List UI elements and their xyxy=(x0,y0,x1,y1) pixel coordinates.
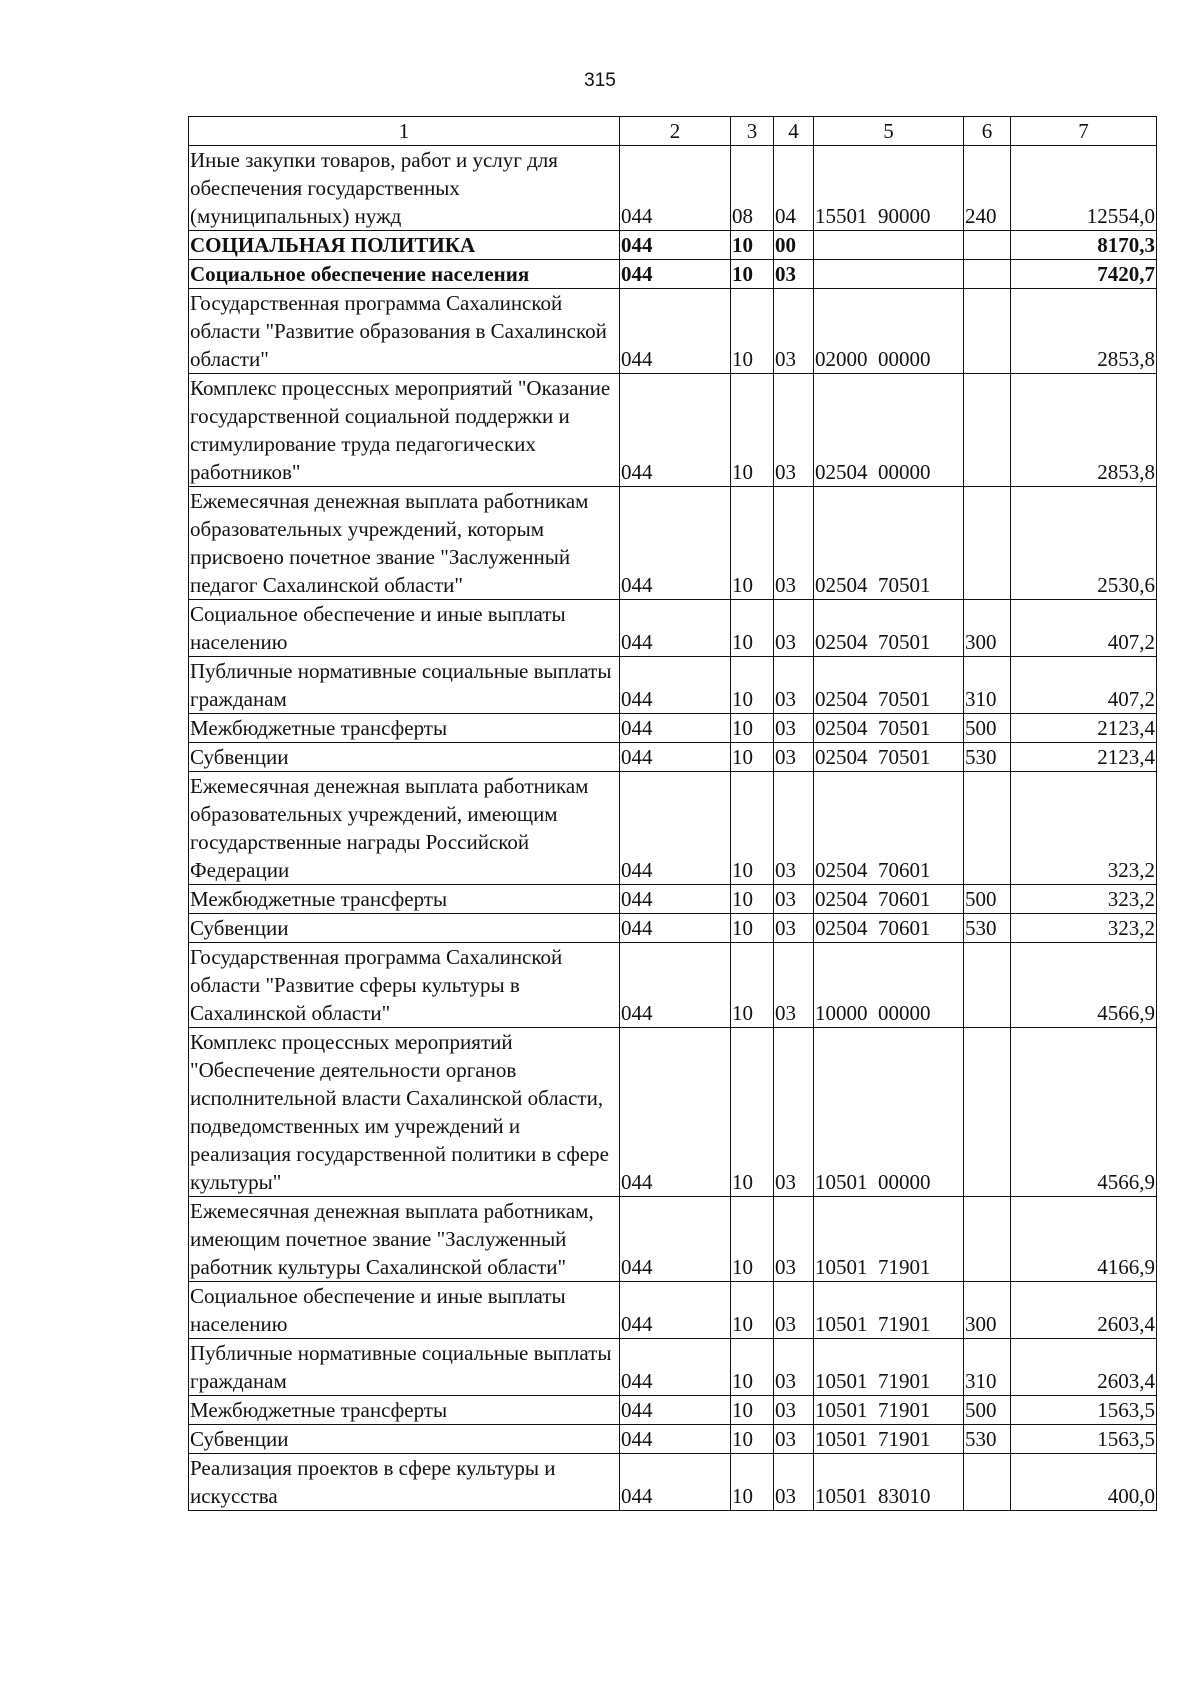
row-expense-type: 310 xyxy=(964,1339,1011,1396)
row-name: Публичные нормативные социальные выплаты гражданам xyxy=(189,1339,620,1396)
row-expense-type xyxy=(964,1454,1011,1511)
row-name: Реализация проектов в сфере культуры и искусства xyxy=(189,1454,620,1511)
table-row xyxy=(189,743,1157,772)
row-amount: 2530,6 xyxy=(1011,487,1157,600)
row-expense-type: 240 xyxy=(964,146,1011,231)
row-name: Ежемесячная денежная выплата работникам образовательных учреждений, имеющим государственные награды Российской Федерации xyxy=(189,772,620,885)
row-section: 10 xyxy=(731,1339,774,1396)
table-row xyxy=(189,714,1157,743)
table-row xyxy=(189,1396,1157,1425)
row-target-article: 10501 71901 xyxy=(814,1197,964,1282)
row-subsection: 03 xyxy=(774,374,814,487)
header-cell: 7 xyxy=(1011,117,1157,146)
row-target-article: 02504 70501 xyxy=(814,600,964,657)
row-section: 10 xyxy=(731,743,774,772)
row-gr-code: 044 xyxy=(620,1028,731,1197)
row-amount: 407,2 xyxy=(1011,600,1157,657)
row-target-article: 02000 00000 xyxy=(814,289,964,374)
row-section: 10 xyxy=(731,772,774,885)
row-gr-code: 044 xyxy=(620,1396,731,1425)
row-target-article: 02504 70601 xyxy=(814,885,964,914)
row-subsection: 03 xyxy=(774,1454,814,1511)
row-name: Межбюджетные трансферты xyxy=(189,1396,620,1425)
row-target-article: 10000 00000 xyxy=(814,943,964,1028)
row-expense-type xyxy=(964,1028,1011,1197)
row-expense-type: 300 xyxy=(964,600,1011,657)
row-subsection: 03 xyxy=(774,1396,814,1425)
row-name: СОЦИАЛЬНАЯ ПОЛИТИКА xyxy=(189,231,620,260)
row-section: 10 xyxy=(731,714,774,743)
row-subsection: 03 xyxy=(774,885,814,914)
row-expense-type: 530 xyxy=(964,1425,1011,1454)
header-row xyxy=(189,117,1157,146)
table-row xyxy=(189,374,1157,487)
row-subsection: 03 xyxy=(774,600,814,657)
row-expense-type xyxy=(964,374,1011,487)
row-section: 10 xyxy=(731,885,774,914)
row-section: 10 xyxy=(731,657,774,714)
table-row xyxy=(189,1339,1157,1396)
row-subsection: 03 xyxy=(774,487,814,600)
row-subsection: 03 xyxy=(774,289,814,374)
row-amount: 1563,5 xyxy=(1011,1425,1157,1454)
row-target-article: 10501 71901 xyxy=(814,1282,964,1339)
row-section: 10 xyxy=(731,1197,774,1282)
row-name: Социальное обеспечение и иные выплаты населению xyxy=(189,600,620,657)
row-gr-code: 044 xyxy=(620,1425,731,1454)
row-gr-code: 044 xyxy=(620,714,731,743)
row-expense-type xyxy=(964,772,1011,885)
table-body xyxy=(189,146,1157,1511)
row-expense-type xyxy=(964,231,1011,260)
row-target-article: 02504 70501 xyxy=(814,714,964,743)
row-target-article xyxy=(814,231,964,260)
row-name: Межбюджетные трансферты xyxy=(189,714,620,743)
header-cell: 6 xyxy=(964,117,1011,146)
row-subsection: 00 xyxy=(774,231,814,260)
row-name: Ежемесячная денежная выплата работникам, имеющим почетное звание "Заслуженный работник культуры Сахалинской области" xyxy=(189,1197,620,1282)
row-target-article: 10501 71901 xyxy=(814,1425,964,1454)
row-subsection: 03 xyxy=(774,1197,814,1282)
row-name: Субвенции xyxy=(189,914,620,943)
table-row xyxy=(189,146,1157,231)
row-section: 10 xyxy=(731,1425,774,1454)
table-row xyxy=(189,772,1157,885)
table-row xyxy=(189,231,1157,260)
row-target-article: 15501 90000 xyxy=(814,146,964,231)
row-amount: 2603,4 xyxy=(1011,1339,1157,1396)
row-target-article: 02504 70501 xyxy=(814,743,964,772)
row-amount: 323,2 xyxy=(1011,914,1157,943)
row-section: 10 xyxy=(731,943,774,1028)
row-name: Комплекс процессных мероприятий "Оказание государственной социальной поддержки и стимулирование труда педагогических работников" xyxy=(189,374,620,487)
row-amount: 2123,4 xyxy=(1011,714,1157,743)
row-target-article: 02504 70601 xyxy=(814,772,964,885)
row-section: 10 xyxy=(731,1282,774,1339)
table-row xyxy=(189,1028,1157,1197)
row-gr-code: 044 xyxy=(620,772,731,885)
row-section: 10 xyxy=(731,1454,774,1511)
row-gr-code: 044 xyxy=(620,260,731,289)
row-amount: 323,2 xyxy=(1011,772,1157,885)
row-gr-code: 044 xyxy=(620,943,731,1028)
row-amount: 323,2 xyxy=(1011,885,1157,914)
row-amount: 2853,8 xyxy=(1011,289,1157,374)
row-name: Социальное обеспечение и иные выплаты населению xyxy=(189,1282,620,1339)
row-expense-type xyxy=(964,1197,1011,1282)
row-subsection: 03 xyxy=(774,914,814,943)
row-section: 10 xyxy=(731,231,774,260)
row-gr-code: 044 xyxy=(620,914,731,943)
header-cell: 5 xyxy=(814,117,964,146)
table-row xyxy=(189,289,1157,374)
row-subsection: 03 xyxy=(774,260,814,289)
row-subsection: 03 xyxy=(774,1028,814,1197)
row-subsection: 03 xyxy=(774,943,814,1028)
row-expense-type xyxy=(964,943,1011,1028)
row-gr-code: 044 xyxy=(620,374,731,487)
table-row xyxy=(189,1282,1157,1339)
row-name: Комплекс процессных мероприятий "Обеспечение деятельности органов исполнительной власти Сахалинской области, подведомственных им учреждений и реализация государственной политики в сфере культуры" xyxy=(189,1028,620,1197)
row-name: Субвенции xyxy=(189,743,620,772)
row-gr-code: 044 xyxy=(620,289,731,374)
row-name: Ежемесячная денежная выплата работникам образовательных учреждений, которым присвоено почетное звание "Заслуженный педагог Сахалинской области" xyxy=(189,487,620,600)
table-header xyxy=(189,117,1157,146)
row-amount: 2853,8 xyxy=(1011,374,1157,487)
row-gr-code: 044 xyxy=(620,1282,731,1339)
row-target-article: 10501 00000 xyxy=(814,1028,964,1197)
table-row xyxy=(189,1454,1157,1511)
row-amount: 1563,5 xyxy=(1011,1396,1157,1425)
row-amount: 407,2 xyxy=(1011,657,1157,714)
row-target-article: 02504 00000 xyxy=(814,374,964,487)
row-expense-type: 500 xyxy=(964,1396,1011,1425)
row-expense-type xyxy=(964,260,1011,289)
row-name: Иные закупки товаров, работ и услуг для обеспечения государственных (муниципальных) нужд xyxy=(189,146,620,231)
row-expense-type: 500 xyxy=(964,714,1011,743)
table-row xyxy=(189,600,1157,657)
row-expense-type xyxy=(964,487,1011,600)
table-row xyxy=(189,943,1157,1028)
row-target-article xyxy=(814,260,964,289)
row-name: Государственная программа Сахалинской области "Развитие образования в Сахалинской области" xyxy=(189,289,620,374)
row-amount: 2123,4 xyxy=(1011,743,1157,772)
row-subsection: 03 xyxy=(774,743,814,772)
row-subsection: 03 xyxy=(774,1339,814,1396)
row-amount: 2603,4 xyxy=(1011,1282,1157,1339)
row-amount: 4166,9 xyxy=(1011,1197,1157,1282)
row-target-article: 10501 71901 xyxy=(814,1396,964,1425)
row-expense-type: 500 xyxy=(964,885,1011,914)
row-expense-type: 530 xyxy=(964,914,1011,943)
row-target-article: 02504 70501 xyxy=(814,657,964,714)
row-gr-code: 044 xyxy=(620,1454,731,1511)
row-section: 10 xyxy=(731,600,774,657)
row-name: Межбюджетные трансферты xyxy=(189,885,620,914)
table-row xyxy=(189,487,1157,600)
row-subsection: 04 xyxy=(774,146,814,231)
header-cell: 4 xyxy=(774,117,814,146)
row-expense-type: 300 xyxy=(964,1282,1011,1339)
row-name: Социальное обеспечение населения xyxy=(189,260,620,289)
row-section: 10 xyxy=(731,914,774,943)
row-name: Субвенции xyxy=(189,1425,620,1454)
table-row xyxy=(189,914,1157,943)
row-amount: 8170,3 xyxy=(1011,231,1157,260)
table-row xyxy=(189,1425,1157,1454)
row-section: 10 xyxy=(731,260,774,289)
row-gr-code: 044 xyxy=(620,657,731,714)
row-section: 10 xyxy=(731,289,774,374)
row-section: 10 xyxy=(731,1028,774,1197)
row-section: 10 xyxy=(731,487,774,600)
row-amount: 4566,9 xyxy=(1011,1028,1157,1197)
row-gr-code: 044 xyxy=(620,885,731,914)
row-gr-code: 044 xyxy=(620,1339,731,1396)
row-target-article: 02504 70601 xyxy=(814,914,964,943)
row-amount: 400,0 xyxy=(1011,1454,1157,1511)
header-cell: 2 xyxy=(620,117,731,146)
row-target-article: 10501 83010 xyxy=(814,1454,964,1511)
row-gr-code: 044 xyxy=(620,231,731,260)
header-cell: 3 xyxy=(731,117,774,146)
row-gr-code: 044 xyxy=(620,487,731,600)
row-section: 10 xyxy=(731,374,774,487)
table-row xyxy=(189,657,1157,714)
table-row xyxy=(189,885,1157,914)
row-subsection: 03 xyxy=(774,714,814,743)
row-gr-code: 044 xyxy=(620,600,731,657)
row-gr-code: 044 xyxy=(620,146,731,231)
row-name: Государственная программа Сахалинской области "Развитие сферы культуры в Сахалинской области" xyxy=(189,943,620,1028)
row-name: Публичные нормативные социальные выплаты гражданам xyxy=(189,657,620,714)
table-row xyxy=(189,1197,1157,1282)
table-row xyxy=(189,260,1157,289)
page-number: 315 xyxy=(584,70,616,91)
row-subsection: 03 xyxy=(774,1282,814,1339)
budget-table xyxy=(188,116,1157,1511)
row-section: 10 xyxy=(731,1396,774,1425)
header-cell: 1 xyxy=(189,117,620,146)
row-gr-code: 044 xyxy=(620,743,731,772)
row-gr-code: 044 xyxy=(620,1197,731,1282)
row-subsection: 03 xyxy=(774,1425,814,1454)
row-subsection: 03 xyxy=(774,772,814,885)
row-subsection: 03 xyxy=(774,657,814,714)
row-amount: 7420,7 xyxy=(1011,260,1157,289)
row-amount: 12554,0 xyxy=(1011,146,1157,231)
row-expense-type: 530 xyxy=(964,743,1011,772)
row-target-article: 02504 70501 xyxy=(814,487,964,600)
row-expense-type xyxy=(964,289,1011,374)
row-expense-type: 310 xyxy=(964,657,1011,714)
row-section: 08 xyxy=(731,146,774,231)
row-amount: 4566,9 xyxy=(1011,943,1157,1028)
row-target-article: 10501 71901 xyxy=(814,1339,964,1396)
